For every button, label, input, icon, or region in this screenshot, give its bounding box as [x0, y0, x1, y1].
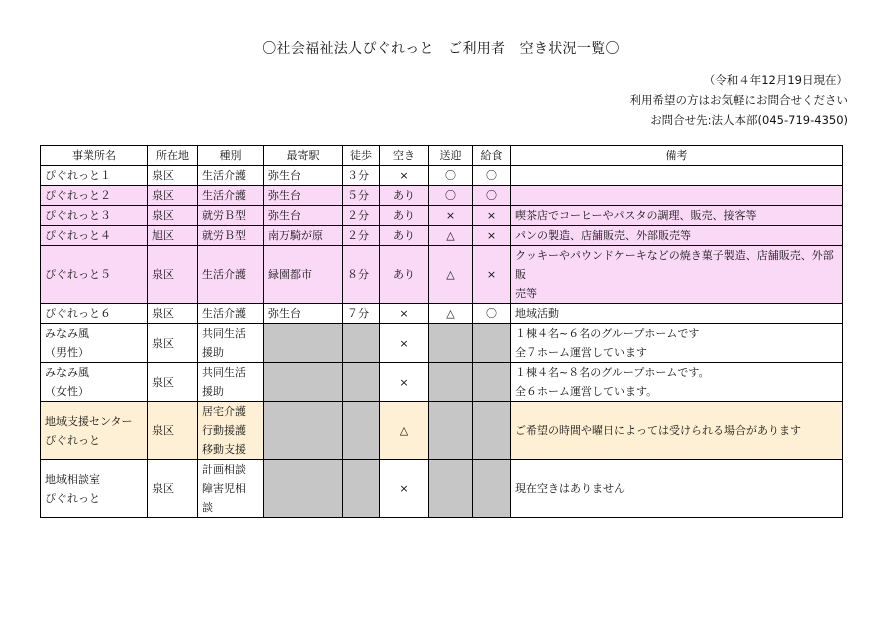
service-type-cell-line: 移動支援 [202, 443, 246, 456]
station-cell: 弥生台 [264, 166, 343, 186]
facility-name-cell [41, 304, 148, 324]
meal-cell: × [473, 226, 511, 246]
table-row [41, 246, 843, 304]
notes-cell [511, 226, 843, 246]
transport-cell: 〇 [429, 186, 473, 206]
service-type-cell [198, 324, 264, 363]
service-type-cell-line: 談 [202, 501, 213, 514]
col-header-transport: 送迎 [429, 146, 473, 166]
service-type-cell [198, 246, 264, 304]
vacancy-cell: × [380, 460, 429, 518]
transport-cell [429, 363, 473, 402]
availability-table [40, 145, 843, 518]
notes-cell-line: 売等 [515, 287, 537, 300]
location-cell: 泉区 [148, 324, 198, 363]
service-type-cell-line: 共同生活 [202, 327, 246, 340]
col-header-type: 種別 [198, 146, 264, 166]
transport-cell: △ [429, 246, 473, 304]
table-row [41, 460, 843, 518]
table-row [41, 402, 843, 460]
transport-cell [429, 402, 473, 460]
station-cell: 南万騎が原 [264, 226, 343, 246]
notes-cell [511, 460, 843, 518]
station-cell: 緑園都市 [264, 246, 343, 304]
table-row [41, 186, 843, 206]
station-cell: 弥生台 [264, 186, 343, 206]
service-type-cell-line: 就労Ｂ型 [202, 229, 246, 242]
facility-name-cell-line: ぴぐれっと４ [45, 229, 111, 242]
location-cell: 旭区 [148, 226, 198, 246]
facility-name-cell [41, 166, 148, 186]
facility-name-cell [41, 324, 148, 363]
service-type-cell-line: 就労Ｂ型 [202, 209, 246, 222]
notes-cell-line: 全７ホーム運営しています [515, 346, 647, 359]
meal-cell [473, 324, 511, 363]
facility-name-cell [41, 226, 148, 246]
station-cell [264, 460, 343, 518]
service-type-cell-line: 計画相談 [202, 463, 246, 476]
table-row [41, 166, 843, 186]
service-type-cell [198, 402, 264, 460]
notes-cell [511, 186, 843, 206]
location-cell: 泉区 [148, 166, 198, 186]
walk-cell: ５分 [343, 186, 380, 206]
service-type-cell-line: 生活介護 [202, 189, 246, 202]
service-type-cell [198, 304, 264, 324]
service-type-cell-line: 生活介護 [202, 169, 246, 182]
col-header-walk: 徒歩 [343, 146, 380, 166]
notes-cell-line: パンの製造、店舗販売、外部販売等 [515, 229, 691, 242]
as-of-date: （令和４年12月19日現在） [703, 73, 848, 87]
service-type-cell-line: 共同生活 [202, 366, 246, 379]
walk-cell [343, 324, 380, 363]
location-cell: 泉区 [148, 206, 198, 226]
vacancy-cell: × [380, 363, 429, 402]
facility-name-cell [41, 186, 148, 206]
service-type-cell [198, 460, 264, 518]
col-header-location: 所在地 [148, 146, 198, 166]
col-header-notes: 備考 [511, 146, 843, 166]
facility-name-cell-line: みなみ風 [45, 366, 89, 379]
notes-cell-line: 地域活動 [515, 307, 559, 320]
walk-cell: ３分 [343, 166, 380, 186]
station-cell: 弥生台 [264, 206, 343, 226]
inquiry-note: 利用希望の方はお気軽にお問合せください [629, 93, 848, 107]
header-info [630, 70, 849, 130]
walk-cell: ２分 [343, 226, 380, 246]
station-cell [264, 324, 343, 363]
facility-name-cell [41, 206, 148, 226]
transport-cell: × [429, 206, 473, 226]
facility-name-cell-line: ぴぐれっと６ [45, 307, 111, 320]
transport-cell [429, 460, 473, 518]
page-title: 〇社会福祉法人ぴぐれっと ご利用者 空き状況一覧〇 [262, 41, 620, 57]
facility-name-cell [41, 402, 148, 460]
meal-cell [473, 363, 511, 402]
table-row [41, 226, 843, 246]
facility-name-cell-line: ぴぐれっと２ [45, 189, 111, 202]
transport-cell: △ [429, 304, 473, 324]
walk-cell: ８分 [343, 246, 380, 304]
notes-cell-line [515, 166, 838, 185]
notes-cell-line: 喫茶店でコーヒーやパスタの調理、販売、接客等 [515, 209, 757, 222]
notes-cell [511, 246, 843, 304]
vacancy-cell: あり [380, 226, 429, 246]
notes-cell-line: ご希望の時間や曜日によっては受けられる場合があります [515, 424, 801, 437]
location-cell: 泉区 [148, 460, 198, 518]
notes-cell-line: 全６ホーム運営しています。 [515, 385, 658, 398]
vacancy-cell: × [380, 324, 429, 363]
service-type-cell [198, 166, 264, 186]
table-row [41, 324, 843, 363]
table-row [41, 206, 843, 226]
location-cell: 泉区 [148, 186, 198, 206]
walk-cell [343, 460, 380, 518]
notes-cell [511, 402, 843, 460]
notes-cell [511, 363, 843, 402]
walk-cell: ２分 [343, 206, 380, 226]
facility-name-cell [41, 246, 148, 304]
meal-cell [473, 460, 511, 518]
vacancy-cell: あり [380, 186, 429, 206]
col-header-vacancy: 空き [380, 146, 429, 166]
service-type-cell-line: 行動援護 [202, 424, 246, 437]
facility-name-cell [41, 363, 148, 402]
service-type-cell [198, 186, 264, 206]
facility-name-cell-line: ぴぐれっと [45, 433, 100, 447]
facility-name-cell-line: 地域相談室 [45, 472, 100, 486]
transport-cell: △ [429, 226, 473, 246]
notes-cell-line: クッキーやパウンドケーキなどの焼き菓子製造、店舗販売、外部販 [515, 249, 834, 281]
col-header-station: 最寄駅 [264, 146, 343, 166]
service-type-cell-line: 援助 [202, 385, 224, 398]
notes-cell-line [515, 186, 838, 205]
location-cell: 泉区 [148, 304, 198, 324]
station-cell [264, 402, 343, 460]
meal-cell: × [473, 206, 511, 226]
notes-cell [511, 166, 843, 186]
notes-cell [511, 304, 843, 324]
notes-cell-line: １棟４名~８名のグループホームです。 [515, 366, 710, 379]
facility-name-cell-line: ぴぐれっと５ [45, 268, 111, 281]
service-type-cell [198, 226, 264, 246]
location-cell: 泉区 [148, 246, 198, 304]
service-type-cell [198, 206, 264, 226]
facility-name-cell-line: ぴぐれっと１ [45, 169, 111, 182]
walk-cell [343, 402, 380, 460]
vacancy-cell: × [380, 304, 429, 324]
col-header-meal: 給食 [473, 146, 511, 166]
facility-name-cell-line: 地域支援センター [45, 414, 133, 428]
vacancy-cell: あり [380, 246, 429, 304]
vacancy-cell: × [380, 166, 429, 186]
contact-info: お問合せ先:法人本部(045-719-4350) [650, 113, 848, 127]
service-type-cell-line: 障害児相 [202, 482, 246, 495]
table-row [41, 363, 843, 402]
facility-name-cell-line: （女性） [45, 385, 89, 398]
notes-cell [511, 206, 843, 226]
station-cell [264, 363, 343, 402]
location-cell: 泉区 [148, 402, 198, 460]
notes-cell-line: １棟４名~６名のグループホームです [515, 327, 700, 340]
meal-cell: 〇 [473, 166, 511, 186]
walk-cell: ７分 [343, 304, 380, 324]
facility-name-cell-line: （男性） [45, 346, 89, 359]
walk-cell [343, 363, 380, 402]
facility-name-cell-line: ぴぐれっと３ [45, 209, 111, 222]
notes-cell-line: 現在空きはありません [515, 482, 625, 495]
vacancy-cell: △ [380, 402, 429, 460]
notes-cell [511, 324, 843, 363]
transport-cell [429, 324, 473, 363]
location-cell: 泉区 [148, 363, 198, 402]
facility-name-cell-line: みなみ風 [45, 327, 89, 340]
station-cell: 弥生台 [264, 304, 343, 324]
col-header-name: 事業所名 [41, 146, 148, 166]
header-row [41, 146, 843, 166]
service-type-cell-line: 援助 [202, 346, 224, 359]
vacancy-cell: あり [380, 206, 429, 226]
meal-cell: 〇 [473, 186, 511, 206]
service-type-cell-line: 生活介護 [202, 307, 246, 320]
facility-name-cell [41, 460, 148, 518]
meal-cell: 〇 [473, 304, 511, 324]
transport-cell: 〇 [429, 166, 473, 186]
facility-name-cell-line: ぴぐれっと [45, 491, 100, 505]
service-type-cell-line: 生活介護 [202, 268, 246, 281]
service-type-cell-line: 居宅介護 [202, 405, 246, 418]
meal-cell [473, 402, 511, 460]
meal-cell: × [473, 246, 511, 304]
service-type-cell [198, 363, 264, 402]
table-row [41, 304, 843, 324]
